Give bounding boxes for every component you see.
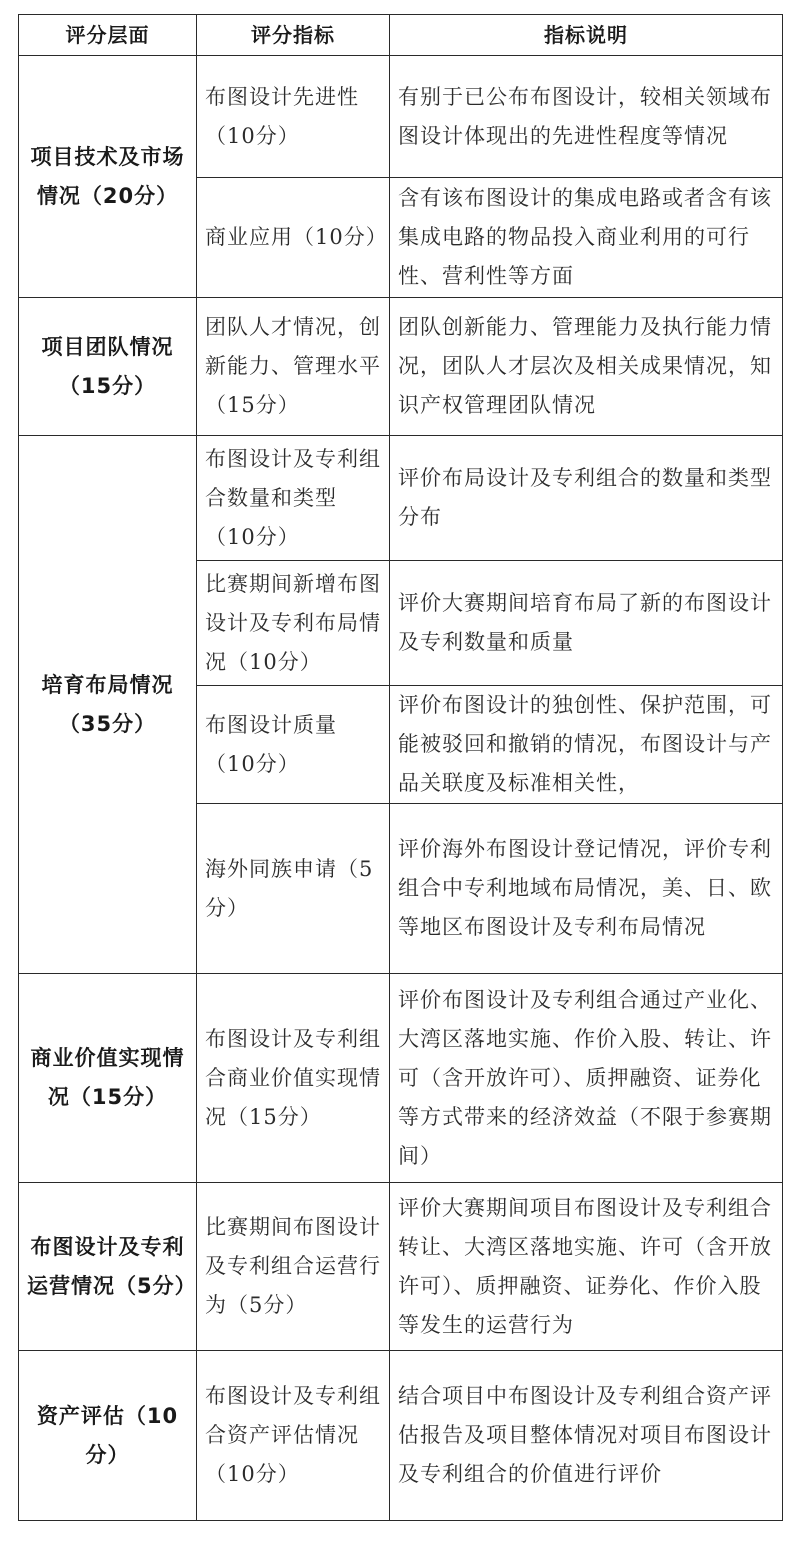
header-desc: 指标说明 bbox=[390, 15, 783, 56]
desc-cell: 评价布图设计的独创性、保护范围，可能被驳回和撤销的情况，布图设计与产品关联度及标准相关性， bbox=[390, 686, 783, 804]
level-cell: 布图设计及专利运营情况（5分） bbox=[19, 1183, 197, 1351]
level-cell: 资产评估（10分） bbox=[19, 1351, 197, 1521]
desc-cell: 评价海外布图设计登记情况，评价专利组合中专利地域布局情况，美、日、欧等地区布图设计及专利布局情况 bbox=[390, 804, 783, 974]
table-row bbox=[19, 1183, 783, 1351]
desc-cell: 有别于已公布布图设计，较相关领域布图设计体现出的先进性程度等情况 bbox=[390, 56, 783, 178]
index-cell: 布图设计及专利组合数量和类型（10分） bbox=[197, 436, 390, 561]
table-row bbox=[19, 436, 783, 561]
level-cell: 商业价值实现情况（15分） bbox=[19, 974, 197, 1183]
index-cell: 海外同族申请（5分） bbox=[197, 804, 390, 974]
index-cell: 团队人才情况，创新能力、管理水平（15分） bbox=[197, 298, 390, 436]
index-cell: 布图设计及专利组合商业价值实现情况（15分） bbox=[197, 974, 390, 1183]
index-cell: 比赛期间布图设计及专利组合运营行为（5分） bbox=[197, 1183, 390, 1351]
header-level: 评分层面 bbox=[19, 15, 197, 56]
table-row bbox=[19, 974, 783, 1183]
desc-cell: 团队创新能力、管理能力及执行能力情况，团队人才层次及相关成果情况，知识产权管理团队情况 bbox=[390, 298, 783, 436]
table-header-row bbox=[19, 15, 783, 56]
header-index: 评分指标 bbox=[197, 15, 390, 56]
level-cell: 培育布局情况（35分） bbox=[19, 436, 197, 974]
index-cell: 布图设计先进性（10分） bbox=[197, 56, 390, 178]
index-cell: 布图设计质量（10分） bbox=[197, 686, 390, 804]
index-cell: 布图设计及专利组合资产评估情况（10分） bbox=[197, 1351, 390, 1521]
desc-cell: 评价布局设计及专利组合的数量和类型分布 bbox=[390, 436, 783, 561]
desc-cell: 评价大赛期间培育布局了新的布图设计及专利数量和质量 bbox=[390, 561, 783, 686]
table-row bbox=[19, 1351, 783, 1521]
desc-cell: 评价大赛期间项目布图设计及专利组合转让、大湾区落地实施、许可（含开放许可）、质押融资、证券化、作价入股等发生的运营行为 bbox=[390, 1183, 783, 1351]
scoring-table bbox=[18, 14, 783, 1521]
desc-cell: 含有该布图设计的集成电路或者含有该集成电路的物品投入商业利用的可行性、营利性等方面 bbox=[390, 178, 783, 298]
desc-cell: 评价布图设计及专利组合通过产业化、大湾区落地实施、作价入股、转让、许可（含开放许可）、质押融资、证券化等方式带来的经济效益（不限于参赛期间） bbox=[390, 974, 783, 1183]
index-cell: 比赛期间新增布图设计及专利布局情况（10分） bbox=[197, 561, 390, 686]
level-cell: 项目技术及市场情况（20分） bbox=[19, 56, 197, 298]
level-cell: 项目团队情况（15分） bbox=[19, 298, 197, 436]
index-cell: 商业应用（10分） bbox=[197, 178, 390, 298]
table-row bbox=[19, 56, 783, 178]
table-row bbox=[19, 298, 783, 436]
desc-cell: 结合项目中布图设计及专利组合资产评估报告及项目整体情况对项目布图设计及专利组合的价值进行评价 bbox=[390, 1351, 783, 1521]
